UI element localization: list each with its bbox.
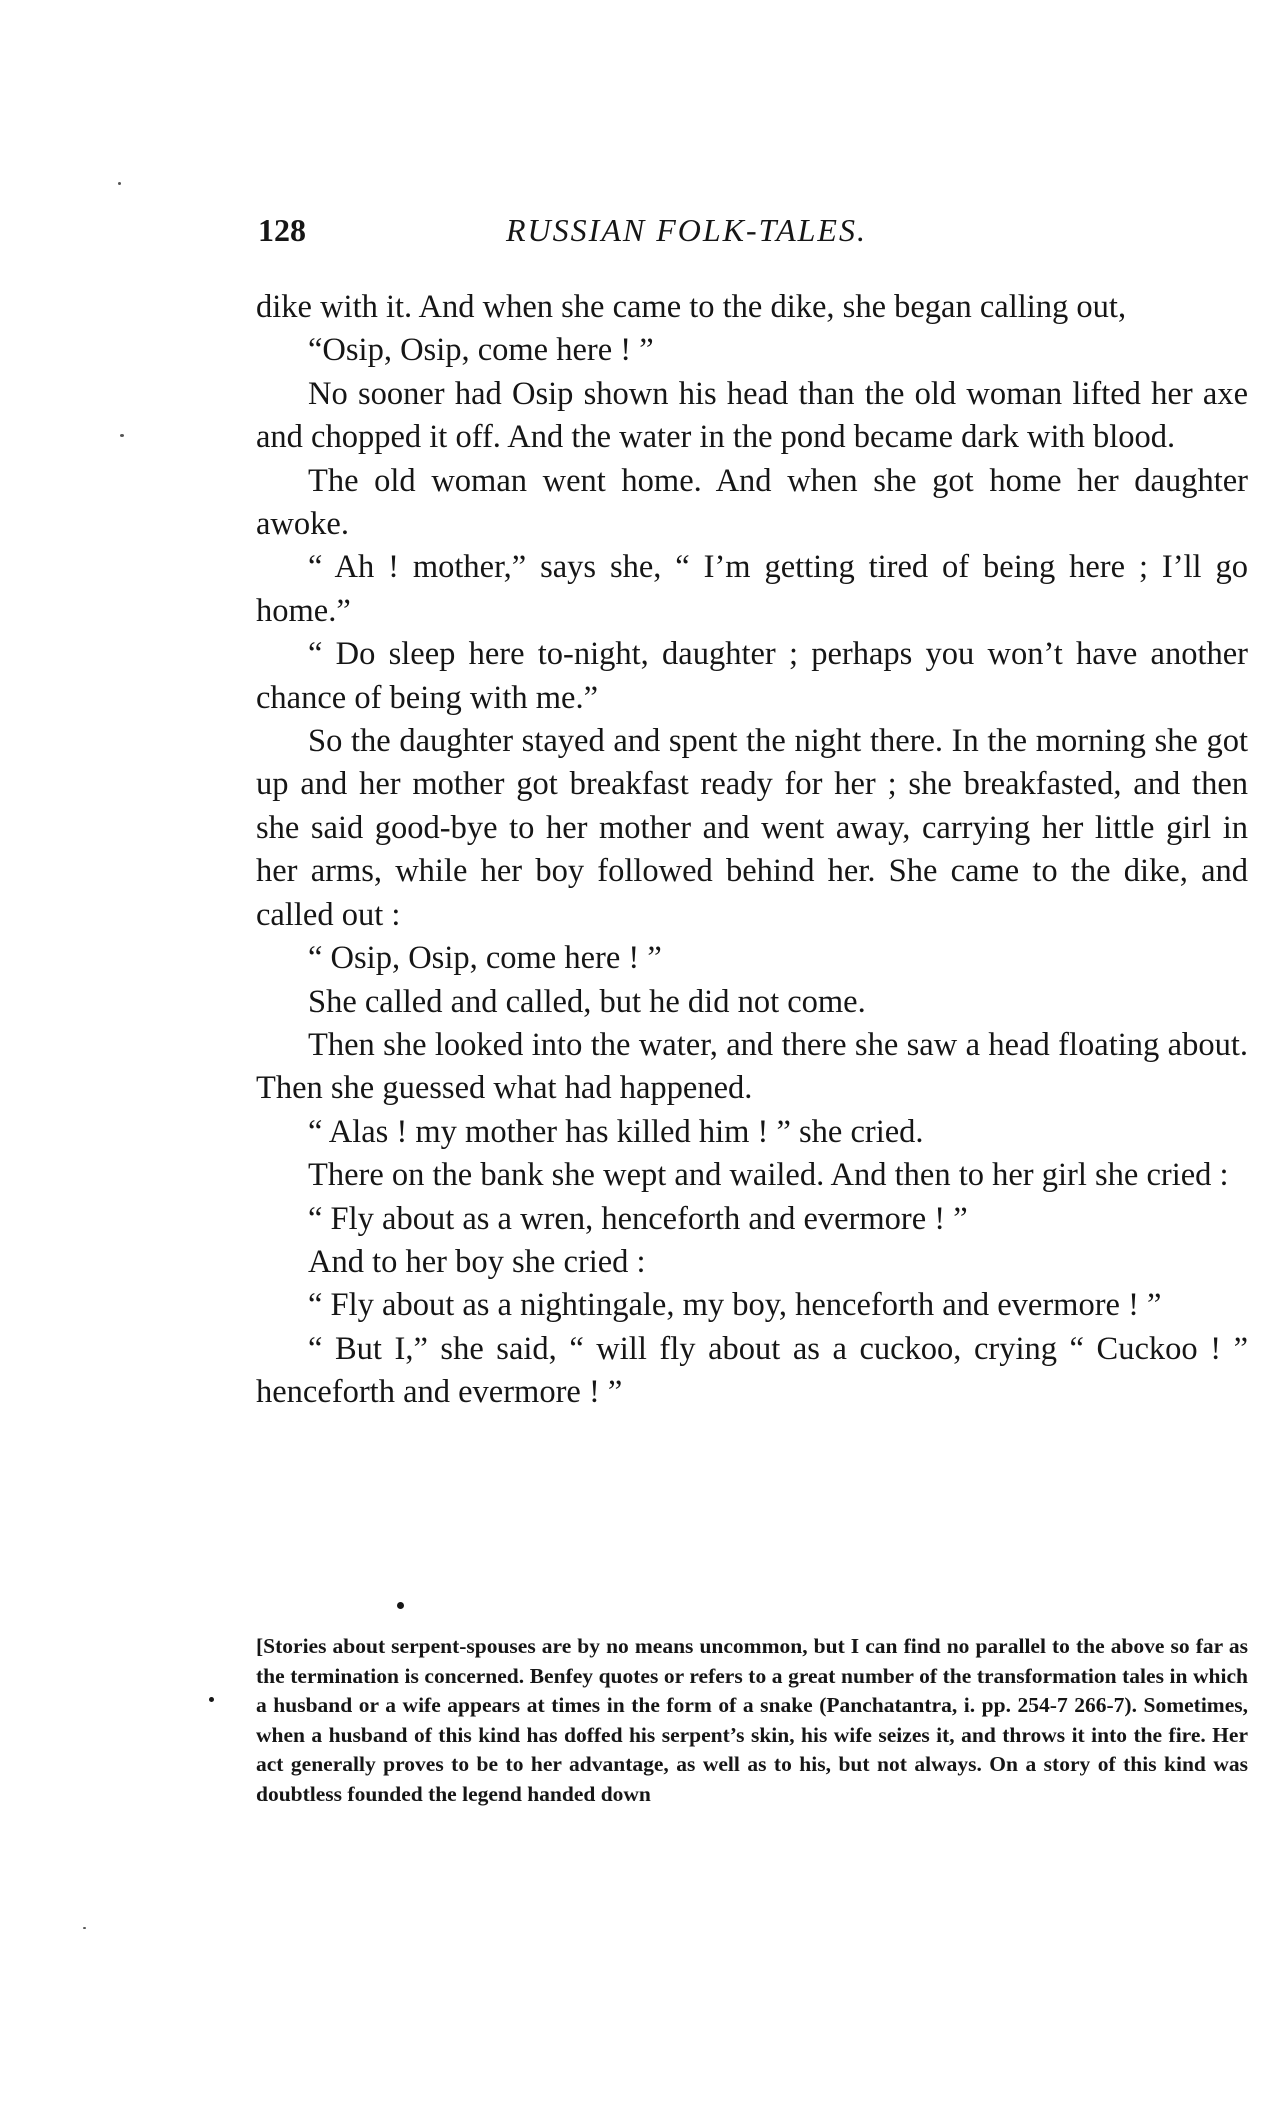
margin-speck	[209, 1697, 214, 1702]
paragraph: “ Alas ! my mother has killed him ! ” she cried.	[308, 1113, 924, 1150]
section-end-mark	[397, 1602, 404, 1609]
page-header	[258, 212, 1244, 256]
running-title: RUSSIAN FOLK-TALES.	[506, 212, 867, 248]
paragraph: The old woman went home. And when she got home her daughter awoke.	[256, 462, 1248, 543]
margin-speck	[120, 434, 124, 437]
paragraph: She called and called, but he did not come.	[308, 983, 866, 1020]
paragraph: “ Osip, Osip, come here ! ”	[308, 940, 662, 977]
editorial-note	[256, 1632, 1248, 1810]
paragraph: “Osip, Osip, come here ! ”	[308, 332, 654, 369]
paragraph: “ But I,” she said, “ will fly about as a cuckoo, crying “ Cuckoo ! ” henceforth and evermore ! ”	[256, 1330, 1248, 1411]
margin-speck	[83, 1927, 86, 1929]
paragraph: There on the bank she wept and wailed. And then to her girl she cried :	[308, 1157, 1229, 1194]
body-text	[256, 286, 1248, 1415]
paragraph: No sooner had Osip shown his head than the old woman lifted her axe and chopped it off. And the water in the pond became dark with blood.	[256, 375, 1248, 456]
paragraph: “ Do sleep here to-night, daughter ; perhaps you won’t have another chance of being with me.”	[256, 636, 1248, 716]
paragraph: So the daughter stayed and spent the night there. In the morning she got up and her mother got breakfast ready for her ; she breakfasted, and then she said good-bye to her mother and went away, carrying her little girl in her arms, while her boy followed behind her. She came to the dike, and called out :	[256, 723, 1248, 933]
footnote-text: [Stories about serpent-spouses are by no means uncommon, but I can find no parallel to the above so far as the termination is concerned. Benfey quotes or refers to a great number of the transformation tales in which a husband or a wife appears at times in the form of a snake (Panchatantra, i. pp. 254-7 266-7). Sometimes, when a husband of this kind has doffed his serpent’s skin, his wife seizes it, and throws it into the fire. Her act generally proves to be to her advantage, as well as to his, but not always. On a story of this kind was doubtless founded the legend handed down	[256, 1634, 1248, 1806]
paragraph: “ Fly about as a nightingale, my boy, henceforth and evermore ! ”	[308, 1287, 1162, 1324]
paragraph: And to her boy she cried :	[308, 1243, 646, 1280]
paragraph: dike with it. And when she came to the dike, she began calling out,	[256, 289, 1127, 325]
paragraph: Then she looked into the water, and there she saw a head floating about. Then she guessed what had happened.	[256, 1026, 1248, 1107]
margin-speck	[118, 182, 121, 185]
page-number: 128	[258, 212, 306, 248]
paragraph: “ Fly about as a wren, henceforth and evermore ! ”	[308, 1200, 968, 1237]
paragraph: “ Ah ! mother,” says she, “ I’m getting tired of being here ; I’ll go home.”	[256, 549, 1248, 629]
